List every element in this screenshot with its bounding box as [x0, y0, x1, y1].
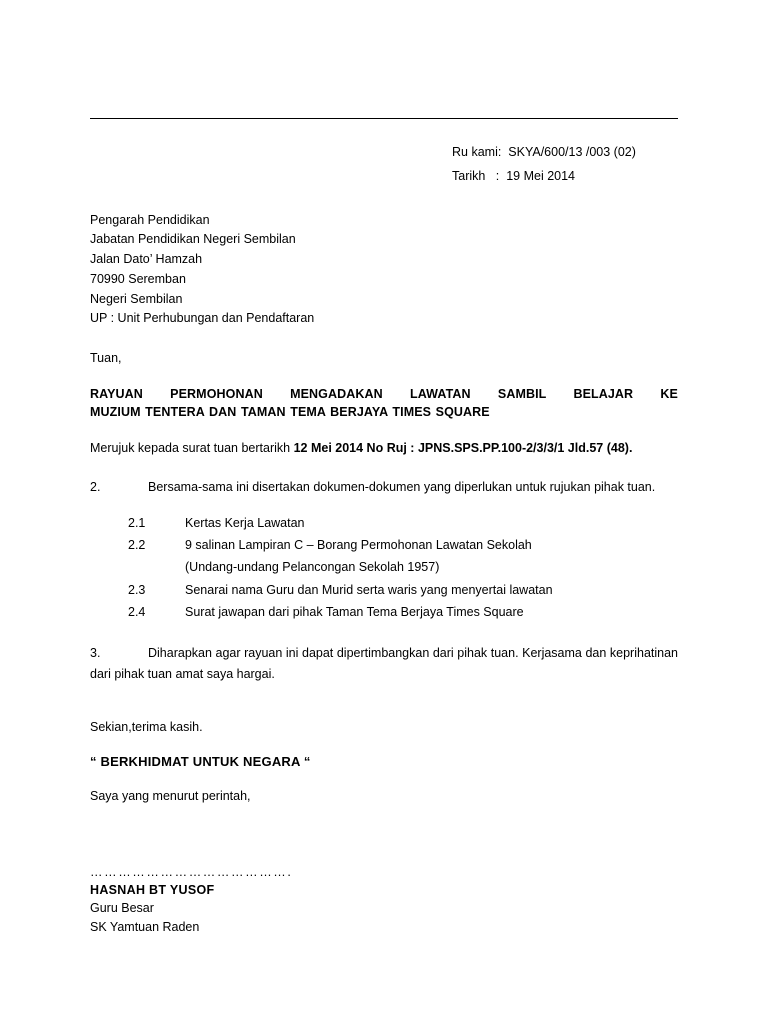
list-item: [128, 514, 678, 532]
paragraph-2-text: Bersama-sama ini disertakan dokumen-dokumen yang diperlukan untuk rujukan pihak tuan.: [148, 479, 656, 494]
paragraph-2: [90, 477, 678, 499]
salutation: Tuan,: [90, 351, 122, 365]
subject-line-2: MUZIUM TENTERA DAN TAMAN TEMA BERJAYA TIMES SQUARE: [90, 405, 490, 420]
recipient-line: Jabatan Pendidikan Negeri Sembilan: [90, 232, 296, 247]
paragraph-3: [90, 643, 678, 686]
reference-number-line: [452, 141, 678, 165]
date-line: [452, 165, 678, 189]
signatory-role: Guru Besar: [90, 900, 154, 915]
obedient-phrase: Saya yang menurut perintah,: [90, 788, 251, 803]
paragraph-1-reference: 12 Mei 2014 No Ruj : JPNS.SPS.PP.100-2/3/3/1 Jld.57 (48).: [293, 441, 633, 456]
list-item: [128, 581, 678, 599]
signatory-school: SK Yamtuan Raden: [90, 919, 200, 934]
list-item-number: 2.1: [128, 516, 146, 531]
paragraph-2-number: 2.: [90, 479, 101, 494]
recipient-attention-line: UP : Unit Perhubungan dan Pendaftaran: [90, 311, 315, 326]
date-value: 19 Mei 2014: [506, 168, 576, 183]
recipient-line: 70990 Seremban: [90, 271, 186, 286]
list-item: [128, 536, 678, 554]
list-item: [128, 603, 678, 621]
paragraph-1: [90, 439, 678, 458]
header-divider: [90, 118, 678, 119]
recipient-line: Negeri Sembilan: [90, 291, 183, 306]
list-item-number: 2.3: [128, 582, 146, 597]
paragraph-3-text: Diharapkan agar rayuan ini dapat dipertimbangkan dari pihak tuan. Kerjasama dan keprihatinan dari pihak tuan amat saya hargai.: [90, 645, 678, 682]
list-item-number: 2.4: [128, 604, 146, 619]
recipient-line: Jalan Dato’ Hamzah: [90, 252, 203, 266]
recipient-address: [90, 211, 678, 330]
reference-value: SKYA/600/13 /003 (02): [508, 145, 636, 159]
reference-label: Ru kami:: [452, 145, 502, 159]
paragraph-3-number: 3.: [90, 645, 101, 660]
signature-line: …………………………………….: [90, 864, 293, 879]
subject-line-1: RAYUAN PERMOHONAN MENGADAKAN LAWATAN SAMBIL BELAJAR KE: [90, 387, 678, 401]
paragraph-1-prefix: Merujuk kepada surat tuan bertarikh: [90, 441, 294, 456]
list-item-subtext: (Undang-undang Pelancongan Sekolah 1957): [185, 560, 440, 575]
list-item-text: Surat jawapan dari pihak Taman Tema Berjaya Times Square: [185, 604, 524, 619]
list-item-text: Kertas Kerja Lawatan: [185, 516, 305, 531]
letter-content: [90, 118, 678, 936]
reference-block: [452, 141, 678, 189]
date-separator: :: [495, 168, 500, 183]
list-item-text: Senarai nama Guru dan Murid serta waris yang menyertai lawatan: [185, 582, 553, 597]
signatory-name: HASNAH BT YUSOF: [90, 882, 215, 897]
closing-thanks: Sekian,terima kasih.: [90, 719, 203, 734]
recipient-line: Pengarah Pendidikan: [90, 212, 210, 227]
list-item-text: 9 salinan Lampiran C – Borang Permohonan Lawatan Sekolah: [185, 538, 532, 553]
date-label: Tarikh: [452, 168, 486, 183]
national-motto: “ BERKHIDMAT UNTUK NEGARA “: [90, 753, 311, 769]
document-sublist: [128, 514, 678, 621]
subject-heading: [90, 385, 678, 421]
list-item-number: 2.2: [128, 538, 146, 553]
